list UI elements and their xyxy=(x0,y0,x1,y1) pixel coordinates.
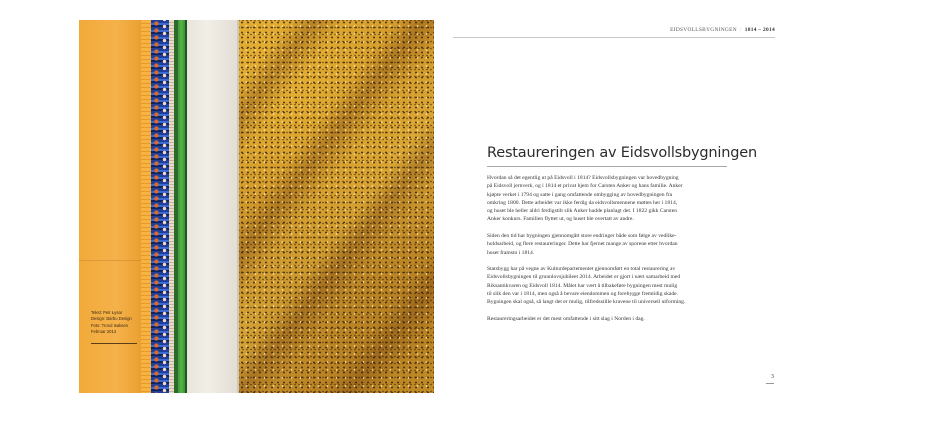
orange-panel xyxy=(79,20,141,393)
credit-design: Design: Bárbu Design xyxy=(91,316,132,322)
paragraph: Hvordan så det egentlig ut på Eidsvoll i 1814? Eidsvollsbygningen var hovedbygning på Eidsvoll jernverk, og i 1814 et privat hjem for Carsten Anker og hans familie. Anker kjøpte verket i 1794 og satte i gang omfattende ombygging av hovedbygningen fra omkring 1800. Dette arbeidet var ikke ferdig da eidsvollsmennene møttes her i 1814, og huset ble heller aldri ferdigstilt slik Anker hadde planlagt det. I 1822 gikk Carsten Anker konkurs. Familien flyttet ut, og huset ble overtatt av andre. xyxy=(487,175,683,223)
credit-text: Tekst: Petr Łysar xyxy=(91,310,123,315)
article-body xyxy=(487,174,739,331)
header-years: 1814 – 2014 xyxy=(744,27,775,33)
credit-date: Februar 2014 xyxy=(91,328,117,334)
header-section: EIDSVOLLSBYGNINGEN xyxy=(670,27,737,33)
marble-speckles xyxy=(239,20,434,393)
blue-pattern-band xyxy=(151,20,169,393)
paragraph: Statsbygg har på vegne av Kulturdepartementet gjennomført en total restaurering av Eidsvollsbygningen til grunnlovsjubileet 2014. Arbeidet er gjort i nært samarbeid med Riksantikvaren og Eidsvoll 1814. Målet har vært å tilbakeføre bygningen mest mulig til slik den var i 1814, men også å bevare eiendommen og forebygge fremtidig skade. Bygningen skal også, så langt det er mulig, tilfredsstille kravene til universell utforming. xyxy=(487,266,686,306)
credits-block xyxy=(91,310,139,335)
orange-band xyxy=(141,20,151,393)
header-separator: / xyxy=(739,27,742,33)
credit-photo: Foto: Trond Isaksen xyxy=(91,322,129,328)
cover-photo xyxy=(79,20,434,393)
credits-rule xyxy=(91,343,137,344)
running-header xyxy=(453,27,775,37)
paragraph: Restaureringsarbeidet er det mest omfattende i sitt slag i Norden i dag. xyxy=(487,315,645,322)
article-title: Restaureringen av Eidsvollsbygningen xyxy=(487,145,757,161)
green-band xyxy=(178,20,185,393)
marble-texture xyxy=(239,20,434,393)
paragraph: Siden den tid har bygningen gjennomgått store endringer både som følge av vedlike- holdsarbeid, og flere restaureringer. Dette har fjernet mange av sporene etter hvordan huset framsto i 1814. xyxy=(487,232,678,256)
header-rule xyxy=(453,37,775,38)
page-number: 3 xyxy=(760,374,774,384)
title-rule xyxy=(487,166,727,167)
cream-band xyxy=(187,20,239,393)
